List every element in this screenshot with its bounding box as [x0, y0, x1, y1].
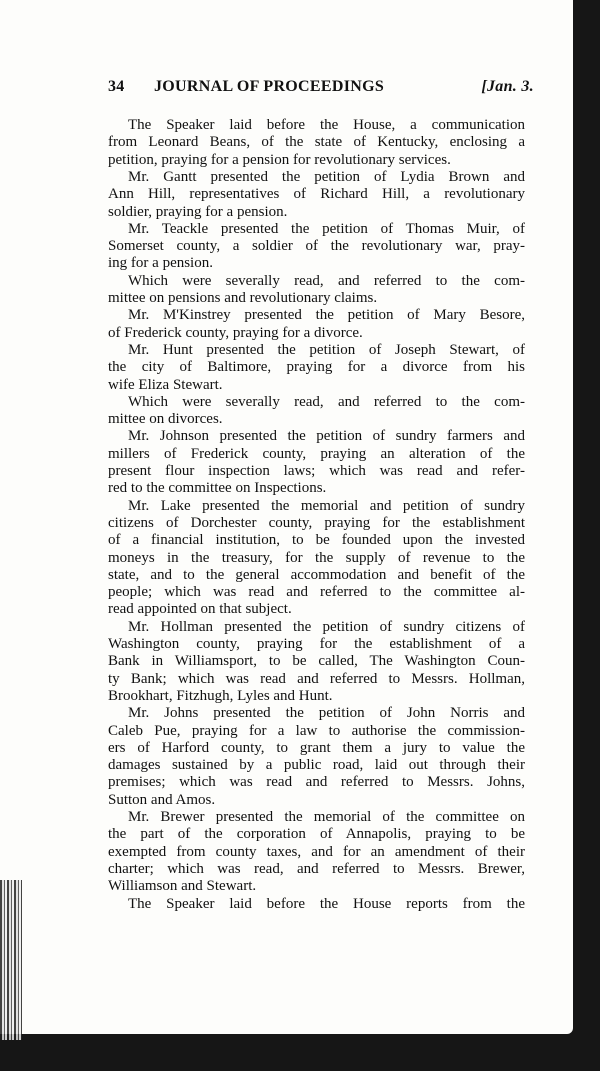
text-line: damages sustained by a public road, laid out through their	[108, 757, 525, 774]
text-line: premises; which was read and referred to Messrs. Johns,	[108, 774, 525, 791]
text-line: soldier, praying for a pension.	[108, 203, 288, 220]
text-line: of a financial institution, to be founded upon the invested	[108, 532, 525, 549]
text-line: Which were severally read, and referred to the com-	[128, 272, 525, 289]
text-line: Caleb Pue, praying for a law to authorise the commission-	[108, 722, 525, 739]
text-line: the part of the corporation of Annapolis, praying to be	[108, 826, 525, 843]
text-line: Which were severally read, and referred to the com-	[128, 393, 525, 410]
text-line: Brookhart, Fitzhugh, Lyles and Hunt.	[108, 687, 333, 704]
page-title: JOURNAL OF PROCEEDINGS	[154, 78, 385, 95]
text-line: state, and to the general accommodation and benefit of the	[108, 566, 525, 583]
text-line: ing for a pension.	[108, 255, 213, 272]
text-line: citizens of Dorchester county, praying for the establishment	[108, 514, 525, 531]
text-line: Bank in Williamsport, to be called, The Washington Coun-	[108, 653, 525, 670]
text-line: The Speaker laid before the House, a communication	[128, 117, 525, 133]
text-line: people; which was read and referred to the committee al-	[108, 584, 525, 601]
text-line: Sutton and Amos.	[108, 791, 216, 808]
text-line: exempted from county taxes, and for an amendment of their	[108, 843, 525, 860]
text-line: present flour inspection laws; which was read and refer-	[108, 463, 525, 479]
text-line: Mr. Lake presented the memorial and petition of sundry	[128, 497, 525, 514]
running-header	[108, 78, 534, 100]
text-line: millers of Frederick county, praying an alteration of the	[108, 445, 525, 462]
text-line: Mr. Brewer presented the memorial of the committee on	[128, 809, 525, 825]
page-number: 34	[108, 78, 125, 95]
text-line: ty Bank; which was read and referred to Messrs. Hollman,	[108, 670, 525, 687]
text-line: moneys in the treasury, for the supply of revenue to the	[108, 549, 525, 566]
text-line: Williamson and Stewart.	[108, 878, 257, 895]
text-line: Mr. Teackle presented the petition of Thomas Muir, of	[128, 220, 525, 237]
text-line: The Speaker laid before the House reports from the	[128, 895, 525, 912]
text-line: Mr. M'Kinstrey presented the petition of Mary Besore,	[128, 307, 525, 324]
book-spine-edge	[0, 880, 22, 1040]
text-line: of Frederick county, praying for a divorce.	[108, 324, 363, 341]
text-line: charter; which was read, and referred to Messrs. Brewer,	[108, 860, 525, 877]
text-line: Mr. Johnson presented the petition of sundry farmers and	[128, 428, 525, 445]
text-line: Washington county, praying for the establishment of a	[108, 636, 525, 652]
text-line: from Leonard Beans, of the state of Kentucky, enclosing a	[108, 134, 525, 151]
text-line: ers of Harford county, to grant them a jury to value the	[108, 739, 525, 756]
text-line: Somerset county, a soldier of the revolutionary war, pray-	[108, 238, 525, 255]
text-line: mittee on pensions and revolutionary claims.	[108, 290, 378, 306]
text-line: the city of Baltimore, praying for a divorce from his	[108, 359, 525, 376]
text-line: Ann Hill, representatives of Richard Hill, a revolutionary	[108, 186, 525, 203]
text-line: Mr. Johns presented the petition of John Norris and	[128, 705, 525, 722]
text-line: Mr. Hollman presented the petition of sundry citizens of	[128, 618, 525, 635]
text-line: read appointed on that subject.	[108, 601, 292, 618]
date-heading: [Jan. 3.	[481, 78, 534, 95]
text-line: Mr. Hunt presented the petition of Joseph Stewart, of	[128, 341, 525, 358]
text-line: mittee on divorces.	[108, 411, 223, 428]
text-line: wife Eliza Stewart.	[108, 376, 223, 393]
text-line: Mr. Gantt presented the petition of Lydia Brown and	[128, 168, 525, 185]
text-line: red to the committee on Inspections.	[108, 480, 327, 497]
text-line: petition, praying for a pension for revolutionary services.	[108, 151, 451, 168]
